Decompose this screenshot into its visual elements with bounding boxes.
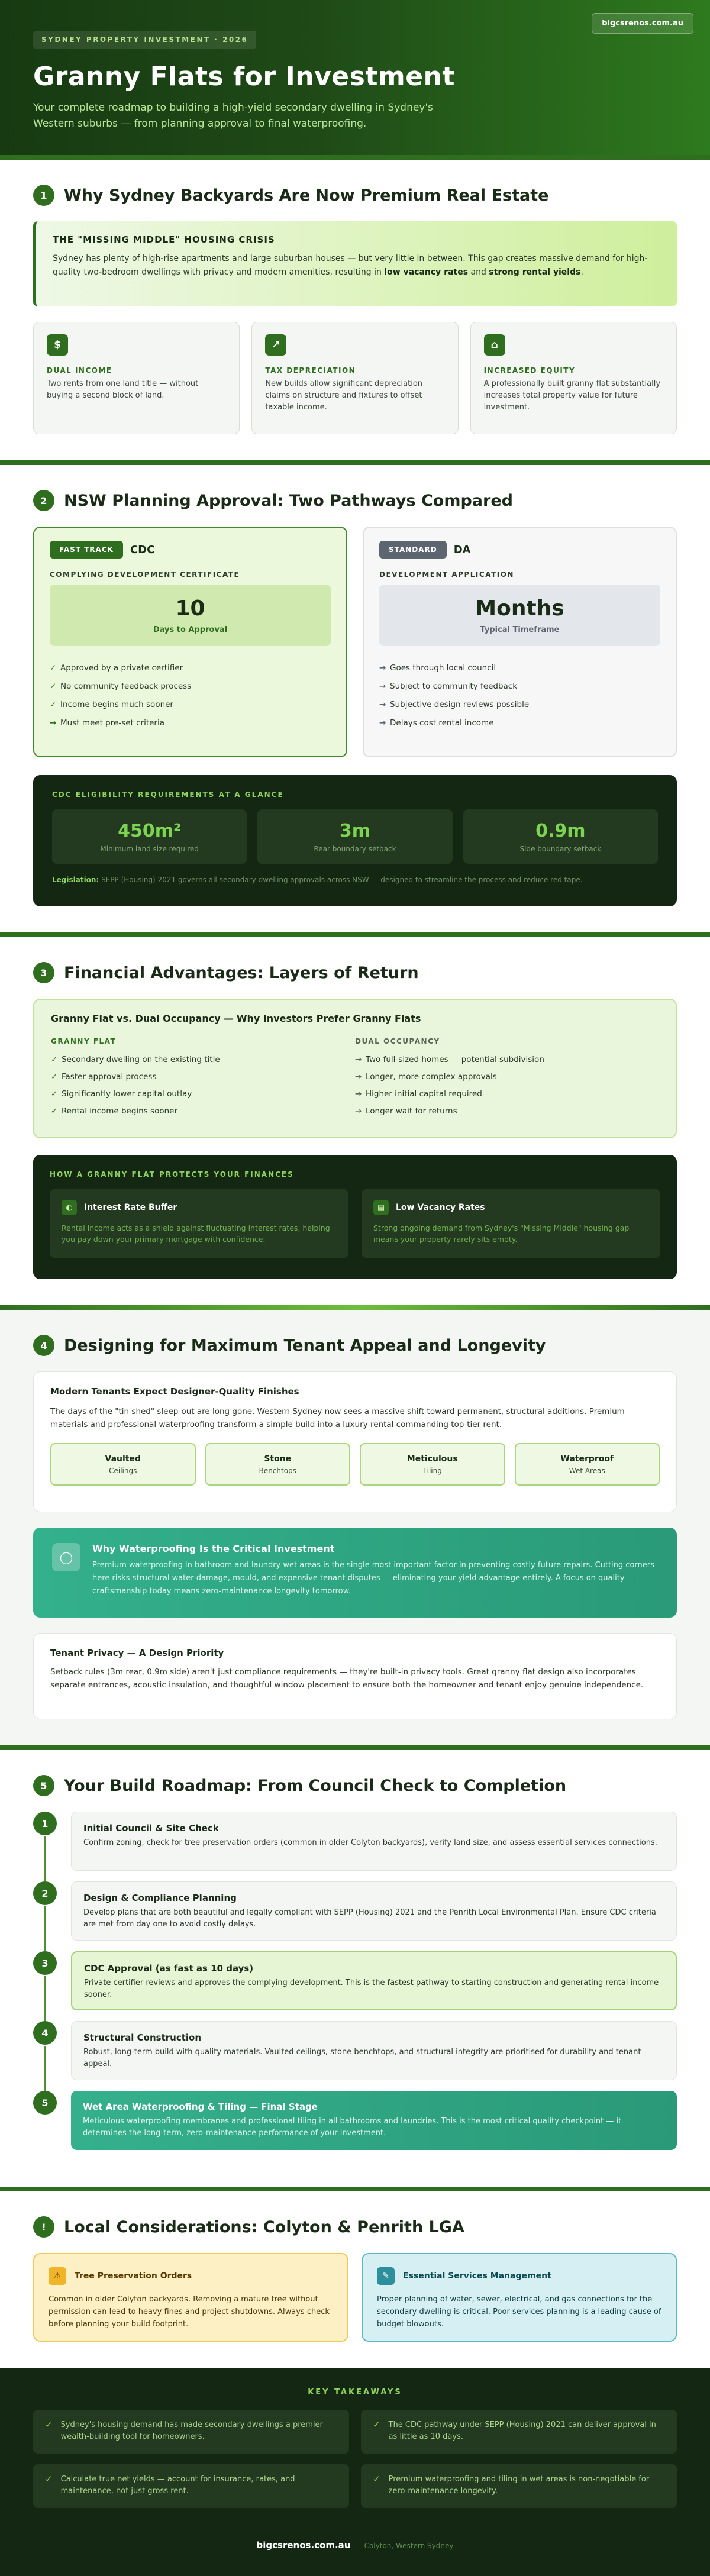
list-item: → Goes through local council [379, 659, 660, 677]
section-local [0, 2191, 710, 2368]
feature-chip: Vaulted Ceilings [50, 1443, 196, 1486]
approval-time-stat: 10 Days to Approval [50, 585, 331, 646]
panel-title: CDC ELIGIBILITY REQUIREMENTS AT A GLANCE [52, 790, 284, 799]
pathway-code: DA [453, 543, 471, 556]
step-connector [44, 1836, 46, 1881]
cdc-pathway-card [33, 527, 347, 757]
key-takeaways-footer [0, 2368, 710, 2576]
feature-chip: Stone Benchtops [205, 1443, 351, 1486]
card-text: New builds allow significant depreciation claims on structure and fixtures to offset taxable income. [265, 379, 423, 412]
roadmap-steps [33, 1812, 677, 2150]
arrow-right-icon: → [379, 663, 386, 673]
comparison-panel [33, 999, 677, 1138]
step-number: 2 [33, 1881, 57, 1905]
finance-protection-panel [33, 1155, 677, 1279]
dual-occupancy-column: DUAL OCCUPANCY → Two full-sized homes — potential subdivision → Longer, more complex approvals → Higher initial capital required → Longer wait for returns [355, 1037, 659, 1120]
section-planning [0, 465, 710, 932]
shield-icon: ◐ [62, 1200, 77, 1215]
list-item: → Subject to community feedback [379, 677, 660, 696]
card-text: A professionally built granny flat substantially increases total property value for future investment. [483, 379, 661, 412]
section-number: 3 [33, 962, 54, 983]
list-item: → Longer wait for returns [355, 1103, 659, 1120]
legislation-note: Legislation: SEPP (Housing) 2021 governs all secondary dwelling approvals across NSW — designed to streamline the process and reduce red tape. [52, 876, 583, 884]
list-item: ✓ Significantly lower capital outlay [51, 1086, 355, 1103]
arrow-right-icon: → [355, 1089, 362, 1099]
takeaway-item: ✓ Premium waterproofing and tiling in wet areas is non-negotiable for zero-maintenance longevity. [361, 2464, 677, 2508]
stat-rear-setback: 3m Rear boundary setback [257, 809, 452, 864]
section-financial [0, 937, 710, 1305]
housing-crisis-callout [33, 221, 677, 306]
standard-badge: STANDARD [379, 541, 447, 559]
section-divider [0, 1305, 710, 1310]
warning-icon: ⚠ [49, 2267, 66, 2285]
wrench-icon: ✎ [377, 2267, 395, 2285]
pathway-name: DEVELOPMENT APPLICATION [379, 570, 514, 579]
takeaway-item: ✓ Calculate true net yields — account for insurance, rates, and maintenance, not just gross rent. [33, 2464, 349, 2508]
list-item: → Delays cost rental income [379, 714, 660, 732]
panel-title: HOW A GRANNY FLAT PROTECTS YOUR FINANCES [50, 1170, 294, 1179]
list-item: ✓ Secondary dwelling on the existing title [51, 1051, 355, 1069]
callout-title: THE "MISSING MIDDLE" HOUSING CRISIS [53, 234, 275, 245]
section-backyards [0, 160, 710, 460]
cdc-eligibility-panel [33, 775, 677, 906]
check-icon: ✓ [373, 2474, 380, 2484]
card-text: Two rents from one land title — without buying a second block of land. [47, 379, 199, 400]
services-management-card: ✎ Essential Services Management Proper planning of water, sewer, electrical, and gas connections for the secondary dwelling is critical. Poor services planning is a leading cause of budget blowouts. [362, 2253, 677, 2342]
check-icon: ✓ [51, 1106, 58, 1116]
interest-rate-buffer-card: ◐ Interest Rate Buffer Rental income acts as a shield against fluctuating interest rates, helping you pay down your primary mortgage with confidence. [50, 1189, 348, 1258]
arrow-right-icon: → [379, 700, 386, 709]
pathway-name: COMPLYING DEVELOPMENT CERTIFICATE [50, 570, 240, 579]
check-icon: ✓ [51, 1072, 58, 1082]
benefit-card-dual-income [33, 322, 240, 434]
section-divider [0, 1745, 710, 1750]
step-number: 5 [33, 2091, 57, 2115]
granny-flat-column: GRANNY FLAT ✓ Secondary dwelling on the existing title ✓ Faster approval process ✓ Significantly lower capital outlay ✓ Rental income begins sooner [51, 1037, 355, 1120]
arrow-right-icon: → [355, 1072, 362, 1082]
da-feature-list [379, 659, 660, 732]
arrow-right-icon: → [379, 682, 386, 691]
footer-title: KEY TAKEAWAYS [308, 2388, 402, 2397]
check-icon: ✓ [51, 1055, 58, 1064]
list-item: ✓ Income begins much sooner [50, 696, 331, 714]
roadmap-step: 4 Structural Construction Robust, long-term build with quality materials. Vaulted ceilings, stone benchtops, and structural integrity are prioritised for durability and tenant appeal. [33, 2021, 677, 2080]
hero-banner [0, 0, 710, 155]
home-icon: ⌂ [484, 334, 505, 356]
stat-land-size: 450m² Minimum land size required [52, 809, 247, 864]
benefit-card-increased-equity [470, 322, 677, 434]
section-divider [0, 2187, 710, 2191]
footer-location: Colyton, Western Sydney [364, 2542, 454, 2550]
tree-preservation-card: ⚠ Tree Preservation Orders Common in older Colyton backyards. Removing a mature tree without permission can lead to heavy fines and project shutdowns. Always check before planning your build footprint. [33, 2253, 348, 2342]
card-title: DUAL INCOME [47, 366, 112, 375]
check-icon: ✓ [51, 1089, 58, 1099]
section-roadmap [0, 1750, 710, 2187]
section-title: NSW Planning Approval: Two Pathways Compared [64, 491, 513, 510]
roadmap-step: 1 Initial Council & Site Check Confirm zoning, check for tree preservation orders (common in older Colyton backyards), verify land size, and assess essential services connections. [33, 1812, 677, 1871]
site-link-button[interactable]: bigcsrenos.com.au [592, 13, 693, 34]
hero-badge: SYDNEY PROPERTY INVESTMENT · 2026 [33, 31, 256, 49]
list-item: → Must meet pre-set criteria [50, 714, 331, 732]
arrow-right-icon: → [379, 718, 386, 728]
page-title: Granny Flats for Investment [33, 62, 455, 92]
step-connector [44, 2046, 46, 2091]
check-icon: ✓ [50, 663, 57, 673]
arrow-right-icon: → [50, 718, 57, 728]
approval-time-stat: Months Typical Timeframe [379, 585, 660, 646]
card-title: TAX DEPRECIATION [265, 366, 356, 375]
tenant-privacy-card: Tenant Privacy — A Design Priority Setback rules (3m rear, 0.9m side) aren't just compliance requirements — they're built-in privacy tools. Great granny flat design also incorporates separate entrances, acoustic insulation, and thoughtful window placement to ensure both the homeowner and tenant enjoy genuine independence. [33, 1633, 677, 1719]
callout-text: Sydney has plenty of high-rise apartments and large suburban houses — but very little in between. This gap creates massive demand for high-quality two-bedroom dwellings with privacy and modern amenities, resulting in low vacancy rates and strong rental yields. [53, 254, 648, 277]
footer-brand-link[interactable]: bigcsrenos.com.au [256, 2540, 351, 2551]
takeaway-item: ✓ The CDC pathway under SEPP (Housing) 2021 can deliver approval in as little as 10 days. [361, 2410, 677, 2454]
waterproofing-callout: ◯ Why Waterproofing Is the Critical Investment Premium waterproofing in bathroom and laundry wet areas is the single most important factor in preventing costly future repairs. Cutting corners here risks structural water damage, mould, and expensive tenant disputes — eliminating your yield advantage entirely. A focus on quality craftsmanship today means zero-maintenance longevity tomorrow. [33, 1528, 677, 1618]
roadmap-step: 2 Design & Compliance Planning Develop plans that are both beautiful and legally compliant with SEPP (Housing) 2021 and the Penrith Local Environmental Plan. Ensure CDC criteria are met from day one to avoid costly delays. [33, 1881, 677, 1941]
da-pathway-card [363, 527, 677, 757]
check-icon: ✓ [45, 2419, 53, 2430]
benefit-card-tax-depreciation [251, 322, 458, 434]
step-connector [44, 1976, 46, 2021]
dollar-icon: $ [47, 334, 68, 356]
section-title: Designing for Maximum Tenant Appeal and Longevity [64, 1336, 546, 1355]
section-design [0, 1310, 710, 1745]
feature-chip: Waterproof Wet Areas [515, 1443, 660, 1486]
check-icon: ✓ [373, 2419, 380, 2430]
finishes-card: Modern Tenants Expect Designer-Quality Finishes The days of the "tin shed" sleep-out are long gone. Western Sydney now sees a massive shift toward permanent, structural additions. Premium materials and professional waterproofing transform a simple build into a luxury rental commanding top-tier rent. Vaulted Ceilings Stone Benchtops Meticulous Tiling Waterproof Wet Areas [33, 1371, 677, 1512]
section-divider [0, 155, 710, 160]
arrow-right-icon: → [355, 1106, 362, 1116]
roadmap-step: 3 CDC Approval (as fast as 10 days) Private certifier reviews and approves the complying development. This is the fastest pathway to starting construction and generating rental income sooner. [33, 1951, 677, 2010]
section-divider [0, 932, 710, 937]
trend-up-icon: ↗ [265, 334, 286, 356]
section-title: Why Sydney Backyards Are Now Premium Real Estate [64, 186, 549, 205]
section-number: 5 [33, 1775, 54, 1796]
panel-title: Granny Flat vs. Dual Occupancy — Why Investors Prefer Granny Flats [51, 1013, 421, 1024]
check-icon: ✓ [50, 682, 57, 691]
list-item: → Subjective design reviews possible [379, 696, 660, 714]
list-item: → Higher initial capital required [355, 1086, 659, 1103]
check-icon: ✓ [45, 2474, 53, 2484]
section-title: Your Build Roadmap: From Council Check to Completion [64, 1776, 567, 1795]
page-subtitle: Your complete roadmap to building a high-yield secondary dwelling in Sydney's Western suburbs — from planning approval to final waterproofing. [33, 102, 433, 130]
card-title: INCREASED EQUITY [483, 366, 576, 375]
list-item: ✓ Faster approval process [51, 1069, 355, 1086]
list-item: ✓ Rental income begins sooner [51, 1103, 355, 1120]
step-number: 1 [33, 1812, 57, 1835]
takeaway-item: ✓ Sydney's housing demand has made secondary dwellings a premier wealth-building tool for homeowners. [33, 2410, 349, 2454]
section-number: 2 [33, 490, 54, 511]
list-item: → Two full-sized homes — potential subdivision [355, 1051, 659, 1069]
building-icon: ▤ [373, 1200, 389, 1215]
check-icon: ✓ [50, 700, 57, 709]
cdc-feature-list [50, 659, 331, 732]
arrow-right-icon: → [355, 1055, 362, 1064]
section-number: ! [33, 2216, 54, 2238]
stat-side-setback: 0.9m Side boundary setback [463, 809, 658, 864]
section-number: 4 [33, 1335, 54, 1356]
pathway-code: CDC [130, 543, 155, 556]
section-title: Local Considerations: Colyton & Penrith LGA [64, 2217, 464, 2236]
water-drop-icon: ◯ [52, 1543, 80, 1571]
low-vacancy-card: ▤ Low Vacancy Rates Strong ongoing demand from Sydney's "Missing Middle" housing gap means your property rarely sits empty. [362, 1189, 660, 1258]
fast-track-badge: FAST TRACK [50, 541, 123, 559]
step-number: 3 [33, 1951, 57, 1975]
step-connector [44, 1906, 46, 1951]
section-divider [0, 460, 710, 465]
list-item: ✓ No community feedback process [50, 677, 331, 696]
step-number: 4 [33, 2021, 57, 2045]
section-number: 1 [33, 185, 54, 206]
list-item: ✓ Approved by a private certifier [50, 659, 331, 677]
list-item: → Longer, more complex approvals [355, 1069, 659, 1086]
feature-chip: Meticulous Tiling [360, 1443, 505, 1486]
roadmap-step: 5 Wet Area Waterproofing & Tiling — Final Stage Meticulous waterproofing membranes and professional tiling in all bathrooms and laundries. This is the most critical quality checkpoint — it determines the long-term, zero-maintenance performance of your investment. [33, 2091, 677, 2150]
section-title: Financial Advantages: Layers of Return [64, 963, 419, 982]
